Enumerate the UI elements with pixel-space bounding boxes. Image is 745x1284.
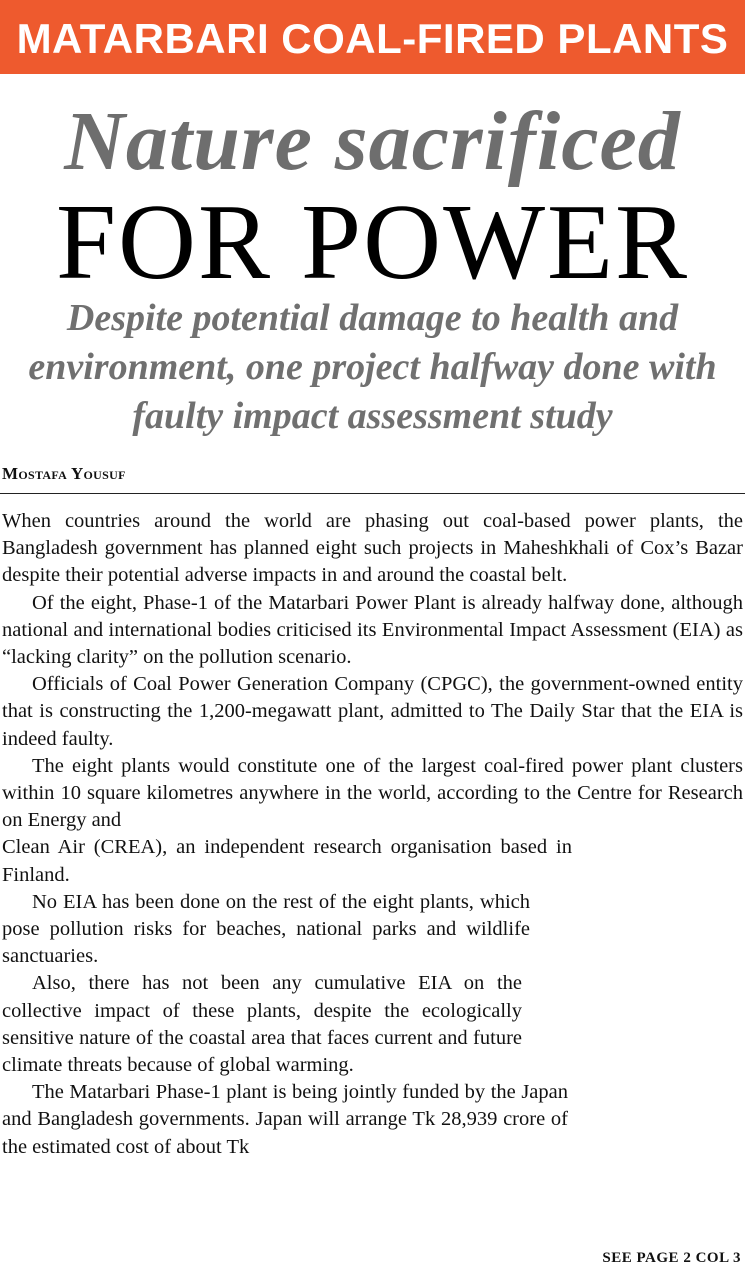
- byline-divider: [0, 493, 745, 494]
- headline-line-1: Nature sacrificed: [64, 95, 681, 188]
- section-kicker-banner: MATARBARI COAL-FIRED PLANTS: [0, 0, 745, 74]
- paragraph: The eight plants would constitute one of the largest coal-fired power plant clusters within 10 square kilometres anywhere in the world, according to the Centre for Research on Energy and: [2, 754, 743, 832]
- continuation-note: SEE PAGE 2 COL 3: [602, 1250, 741, 1266]
- subheadline: Despite potential damage to health and environment, one project halfway done with faulty impact assessment study: [28, 297, 717, 437]
- byline: Mostafa Yousuf: [2, 464, 126, 483]
- paragraph: The Matarbari Phase-1 plant is being jointly funded by the Japan and Bangladesh governments. Japan will arrange Tk 28,939 crore of the estimated cost of about Tk: [2, 1081, 568, 1158]
- paragraph: Of the eight, Phase-1 of the Matarbari Power Plant is already halfway done, although national and international bodies criticised its Environmental Impact Assessment (EIA) as “lacking clarity” on the pollution scenario.: [2, 591, 743, 669]
- article-body: [2, 508, 743, 1161]
- paragraph: No EIA has been done on the rest of the eight plants, which pose pollution risks for beaches, national parks and wildlife sanctuaries.: [2, 890, 530, 968]
- paragraph: Officials of Coal Power Generation Company (CPGC), the government-owned entity that is constructing the 1,200-megawatt plant, admitted to The Daily Star that the EIA is indeed faulty.: [2, 673, 743, 750]
- paragraph: When countries around the world are phasing out coal-based power plants, the Bangladesh government has planned eight such projects in Maheshkhali of Cox’s Bazar despite their potential adverse impacts in and around the coastal belt.: [2, 510, 743, 587]
- paragraph: Also, there has not been any cumulative EIA on the collective impact of these plants, despite the ecologically sensitive nature of the coastal area that faces current and future climate threats because of global warming.: [2, 972, 522, 1077]
- paragraph: Clean Air (CREA), an independent research organisation based in Finland.: [2, 836, 572, 886]
- headline-line-2: FOR POWER: [55, 183, 690, 302]
